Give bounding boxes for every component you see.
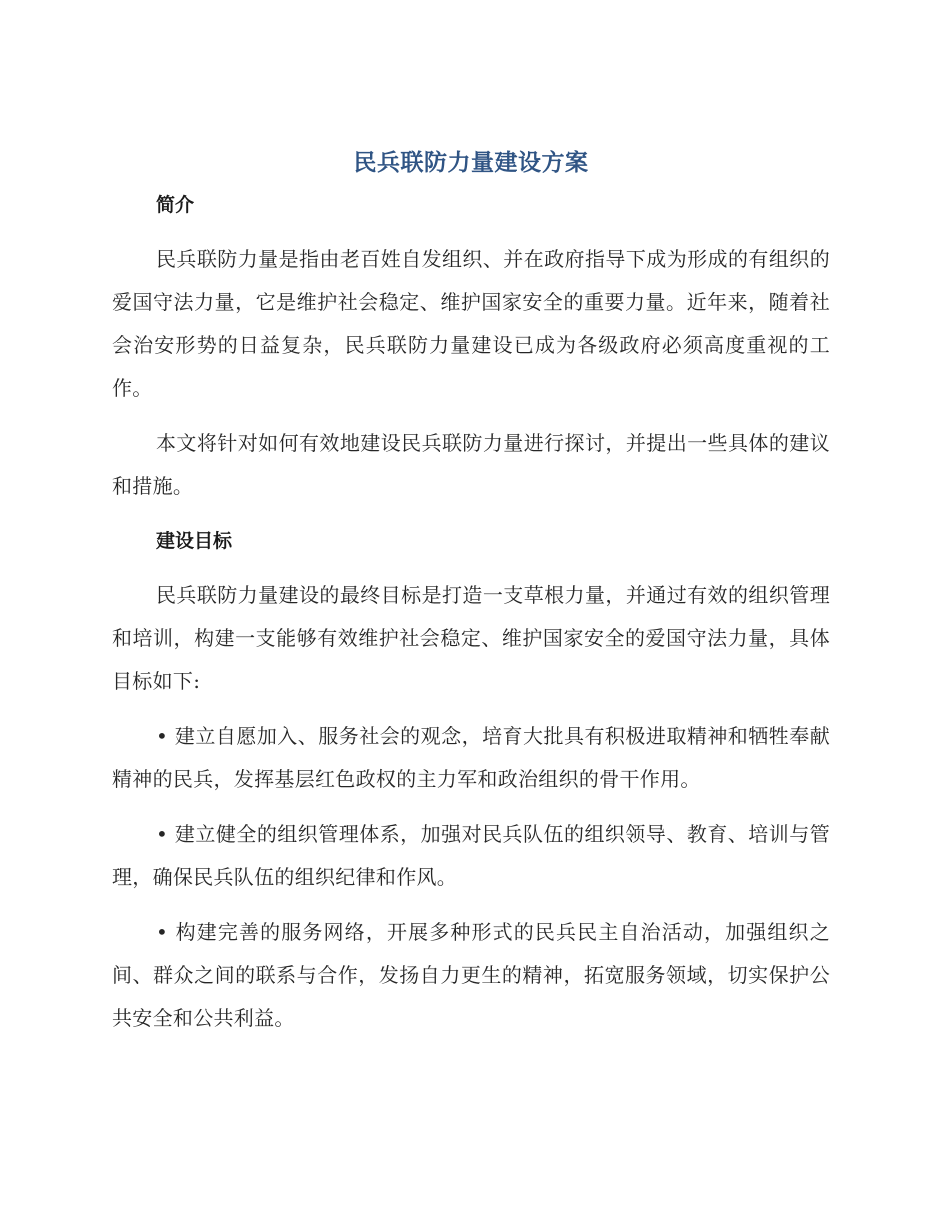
document-title: 民兵联防力量建设方案 [353,150,589,176]
section-heading-introduction: 简介 [156,194,195,216]
goals-paragraph-1: 民兵联防力量建设的最终目标是打造一支草根力量，并通过有效的组织管理和培训，构建一支能够有效维护社会稳定、维护国家安全的爱国守法力量，具体目标如下: [112,583,830,693]
document-body [112,140,830,1040]
goal-bullet-item: • 建立自愿加入、服务社会的观念，培育大批具有积极进取精神和牺牲奉献精神的民兵，发挥基层红色政权的主力军和政治组织的骨干作用。 [112,724,830,791]
goal-bullet-item: • 构建完善的服务网络，开展多种形式的民兵民主自治活动，加强组织之间、群众之间的联系与合作，发扬自力更生的精神，拓宽服务领域，切实保护公共安全和公共利益。 [112,920,830,1030]
intro-paragraph-2: 本文将针对如何有效地建设民兵联防力量进行探讨，并提出一些具体的建议和措施。 [112,431,830,498]
goal-bullet-item: • 建立健全的组织管理体系，加强对民兵队伍的组织领导、教育、培训与管理，确保民兵队伍的组织纪律和作风。 [112,822,830,889]
section-heading-goals: 建设目标 [156,530,233,552]
intro-paragraph-1: 民兵联防力量是指由老百姓自发组织、并在政府指导下成为形成的有组织的爱国守法力量，它是维护社会稳定、维护国家安全的重要力量。近年来，随着社会治安形势的日益复杂，民兵联防力量建设已成为各级政府必须高度重视的工作。 [112,247,830,400]
